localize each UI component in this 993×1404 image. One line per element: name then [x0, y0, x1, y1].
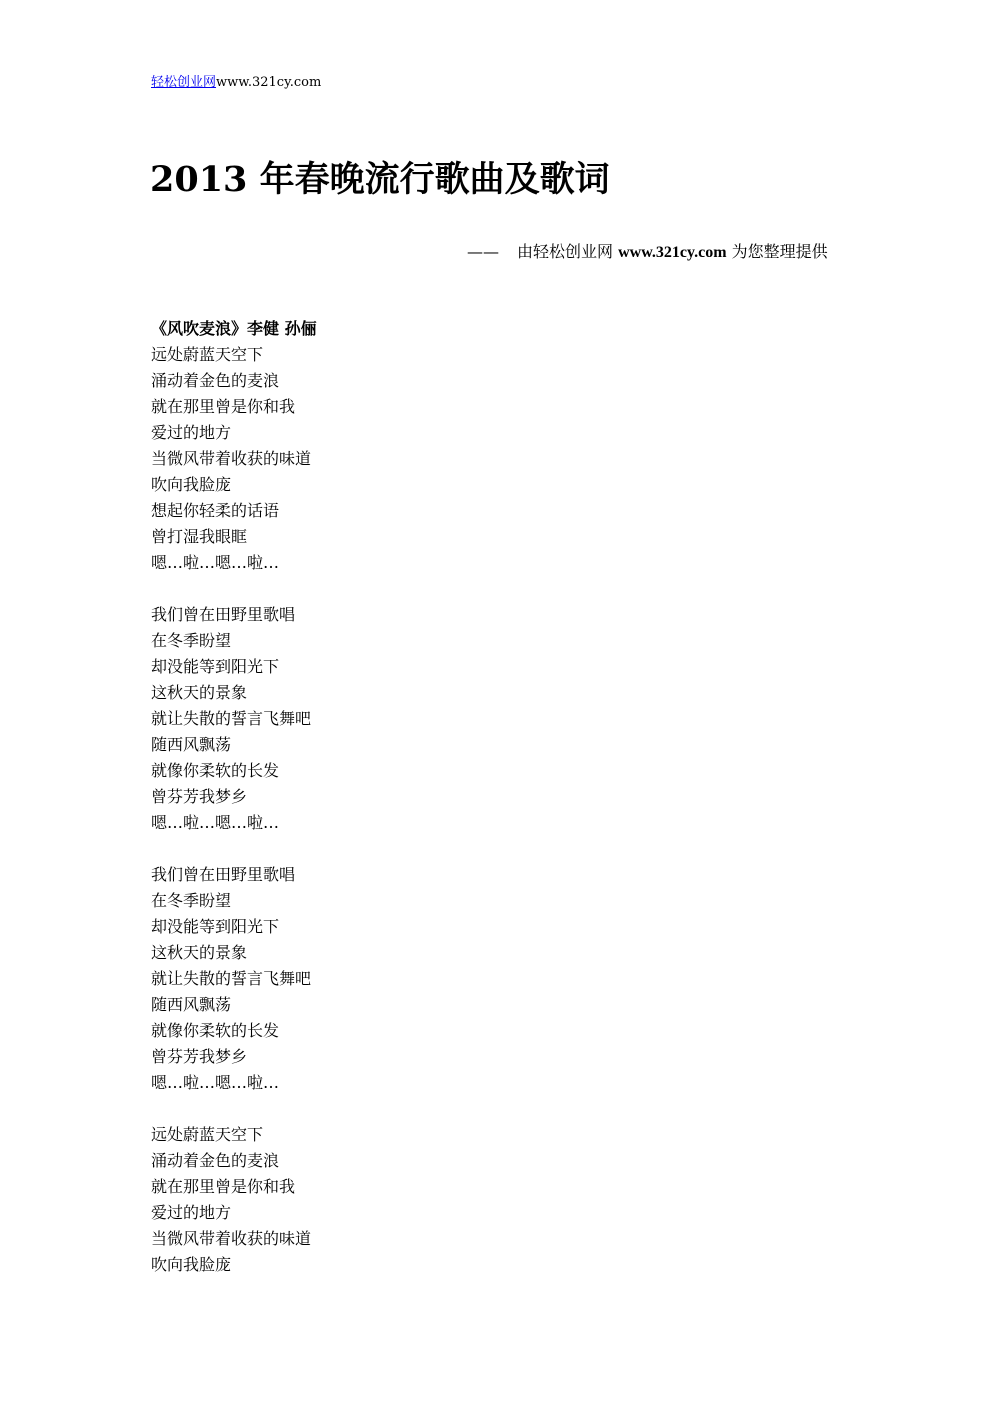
page-title: 2013 年春晚流行歌曲及歌词	[150, 159, 610, 200]
lyric-line: 我们曾在田野里歌唱	[151, 865, 296, 884]
lyric-line: 这秋天的景象	[151, 943, 248, 962]
lyric-line: 嗯…啦…嗯…啦…	[151, 553, 280, 572]
song-title: 《风吹麦浪》李健 孙俪	[151, 319, 317, 338]
lyric-line: 却没能等到阳光下	[151, 657, 280, 676]
lyric-line: 嗯…啦…嗯…啦…	[151, 1073, 280, 1092]
lyric-line: 远处蔚蓝天空下	[151, 1125, 264, 1144]
lyric-line: 曾芬芳我梦乡	[151, 1047, 248, 1066]
lyric-line: 就让失散的誓言飞舞吧	[151, 709, 312, 728]
lyric-line: 随西风飘荡	[151, 995, 232, 1014]
lyric-line: 涌动着金色的麦浪	[151, 371, 280, 390]
lyric-line: 爱过的地方	[151, 423, 232, 442]
page-header	[151, 74, 321, 92]
lyric-line: 嗯…啦…嗯…啦…	[151, 813, 280, 832]
lyric-line: 就像你柔软的长发	[151, 1021, 280, 1040]
lyric-line: 远处蔚蓝天空下	[151, 345, 264, 364]
credit-line	[151, 239, 851, 266]
lyric-line: 曾芬芳我梦乡	[151, 787, 248, 806]
lyric-line: 爱过的地方	[151, 1203, 232, 1222]
credit-site: www.321cy.com	[618, 244, 727, 261]
lyric-line: 当微风带着收获的味道	[151, 449, 312, 468]
lyric-line: 曾打湿我眼眶	[151, 527, 248, 546]
stanza-gap	[151, 1096, 317, 1122]
lyric-line: 吹向我脸庞	[151, 1255, 232, 1274]
lyric-stanza	[151, 862, 317, 1096]
lyric-line: 想起你轻柔的话语	[151, 501, 280, 520]
lyric-line: 涌动着金色的麦浪	[151, 1151, 280, 1170]
lyric-line: 却没能等到阳光下	[151, 917, 280, 936]
lyric-line: 就让失散的誓言飞舞吧	[151, 969, 312, 988]
lyric-stanza	[151, 602, 317, 836]
lyric-line: 当微风带着收获的味道	[151, 1229, 312, 1248]
credit-suffix: 为您整理提供	[726, 242, 828, 261]
lyrics-body	[151, 316, 317, 1278]
lyric-line: 随西风飘荡	[151, 735, 232, 754]
site-link[interactable]: 轻松创业网	[151, 75, 217, 90]
lyric-line: 我们曾在田野里歌唱	[151, 605, 296, 624]
lyric-line: 就像你柔软的长发	[151, 761, 280, 780]
credit-dash: ——	[467, 242, 499, 261]
lyric-stanza	[151, 1122, 317, 1278]
lyric-line: 吹向我脸庞	[151, 475, 232, 494]
lyric-line: 就在那里曾是你和我	[151, 397, 296, 416]
lyric-line: 就在那里曾是你和我	[151, 1177, 296, 1196]
credit-prefix: 由轻松创业网	[517, 242, 619, 261]
stanza-gap	[151, 576, 317, 602]
stanza-gap	[151, 836, 317, 862]
lyric-line: 这秋天的景象	[151, 683, 248, 702]
lyric-line: 在冬季盼望	[151, 631, 232, 650]
lyric-stanza	[151, 342, 317, 576]
site-url-text: www.321cy.com	[216, 75, 322, 90]
stanza-list	[151, 342, 317, 1278]
lyric-line: 在冬季盼望	[151, 891, 232, 910]
